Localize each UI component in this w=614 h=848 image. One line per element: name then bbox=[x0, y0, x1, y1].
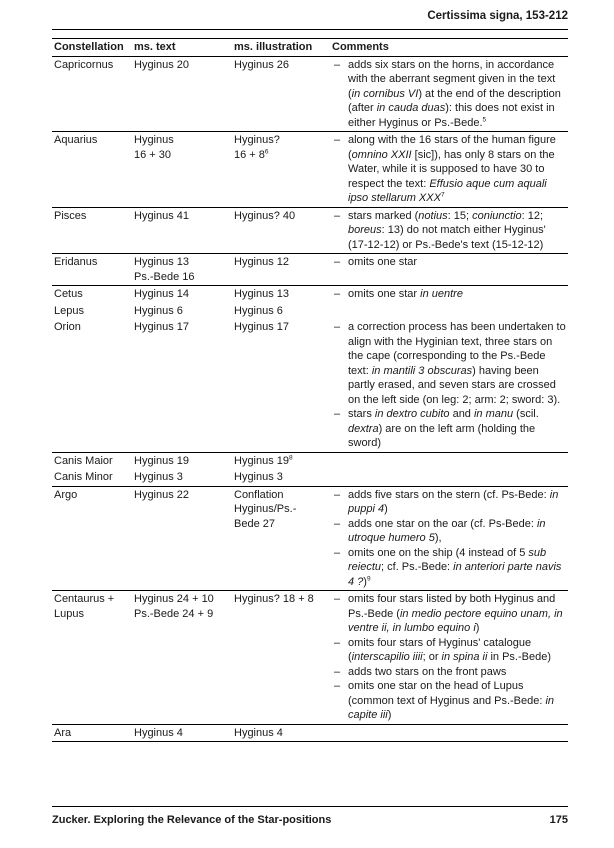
comment-text: along with the 16 stars of the human figure ( bbox=[348, 134, 556, 161]
comment-text: sub reiectu bbox=[348, 546, 547, 573]
comment-text: in cauda duas bbox=[376, 102, 446, 114]
comment-item bbox=[332, 517, 568, 546]
comment-text: omits one star on the head of Lupus (common text of Hyginus and Ps.-Bede: bbox=[348, 680, 546, 707]
constellation-cell bbox=[52, 132, 132, 208]
comment-list bbox=[332, 209, 568, 253]
comment-text: notius bbox=[418, 209, 448, 222]
comment-text: (scil. bbox=[513, 408, 539, 420]
ms-illustration-cell-text: Hyginus 4 bbox=[234, 726, 283, 739]
ms-illustration-cell bbox=[232, 469, 330, 486]
constellation-cell bbox=[52, 469, 132, 486]
table-row bbox=[52, 452, 568, 469]
ms-illustration-cell bbox=[232, 486, 330, 591]
header-comments: Comments bbox=[330, 39, 568, 57]
comment-list bbox=[332, 488, 568, 590]
comment-text: : 12; bbox=[521, 209, 544, 222]
comment-text: in uentre bbox=[420, 288, 463, 300]
ms-text-cell bbox=[132, 319, 232, 452]
constellation-table bbox=[52, 38, 568, 742]
comment-text: ) having been partly erased, and seven stars are crossed on the left side (on leg: 2; arm: 2; sword: 3). bbox=[348, 364, 561, 406]
constellation-cell bbox=[52, 486, 132, 591]
constellation-cell-text: Canis Minor bbox=[54, 471, 113, 483]
constellation-cell-text: Ara bbox=[54, 726, 72, 739]
comment-text: stars marked ( bbox=[348, 209, 419, 222]
ms-text-cell-text: Hyginus 24 + 10 Ps.-Bede 24 + 9 bbox=[134, 593, 214, 620]
ms-illustration-cell bbox=[232, 591, 330, 725]
comment-text: in Ps.-Bede) bbox=[487, 651, 551, 663]
ms-text-cell-text: Hyginus 41 bbox=[134, 209, 190, 222]
comments-cell bbox=[330, 591, 568, 725]
comment-text: omits one on the ship (4 instead of 5 bbox=[348, 546, 529, 559]
comment-text: ) bbox=[384, 503, 388, 515]
ms-illustration-cell-text: Conflation Hyginus/Ps.- Bede 27 bbox=[234, 488, 297, 530]
ms-text-cell bbox=[132, 469, 232, 486]
ms-illustration-cell-text: Hyginus 3 bbox=[234, 471, 283, 483]
ms-illustration-cell-text: Hyginus 19 bbox=[234, 454, 290, 467]
ms-illustration-cell bbox=[232, 56, 330, 132]
comment-item bbox=[332, 592, 568, 636]
ms-illustration-cell bbox=[232, 724, 330, 742]
comment-item bbox=[332, 320, 568, 407]
ms-illustration-cell-text: Hyginus 17 bbox=[234, 321, 290, 333]
ms-text-cell-text: Hyginus 16 + 30 bbox=[134, 134, 174, 161]
ms-text-cell-text: Hyginus 4 bbox=[134, 726, 183, 739]
table-row bbox=[52, 56, 568, 132]
ms-text-cell bbox=[132, 591, 232, 725]
comments-cell bbox=[330, 56, 568, 132]
ms-text-cell bbox=[132, 56, 232, 132]
comment-text: ), bbox=[434, 532, 442, 544]
ms-illustration-cell bbox=[232, 319, 330, 452]
footnote-marker: 5 bbox=[482, 115, 487, 123]
ms-illustration-cell-text: Hyginus 26 bbox=[234, 58, 290, 71]
comment-list bbox=[332, 255, 568, 270]
comment-item bbox=[332, 407, 568, 451]
comment-item bbox=[332, 58, 568, 131]
comments-cell bbox=[330, 286, 568, 303]
comment-text: ) bbox=[363, 575, 367, 588]
constellation-cell-text: Cetus bbox=[54, 288, 83, 300]
constellation-cell-text: Eridanus bbox=[54, 256, 98, 268]
ms-illustration-cell-text: Hyginus 12 bbox=[234, 256, 290, 268]
comment-item bbox=[332, 636, 568, 665]
comment-text: ; cf. Ps.-Bede: bbox=[381, 561, 454, 573]
comment-text: in cornibus VI bbox=[351, 87, 419, 100]
comment-text: adds two stars on the front paws bbox=[348, 665, 507, 678]
comment-text: in utroque humero 5 bbox=[348, 517, 546, 544]
comment-item bbox=[332, 133, 568, 206]
ms-text-cell bbox=[132, 303, 232, 320]
comments-cell bbox=[330, 207, 568, 254]
table-row bbox=[52, 132, 568, 208]
comment-text: dextra bbox=[348, 422, 379, 435]
comment-list bbox=[332, 592, 568, 723]
constellation-cell-text: Aquarius bbox=[54, 134, 98, 146]
comment-text: ) bbox=[475, 622, 480, 634]
comment-text: in dextro cubito bbox=[374, 408, 450, 420]
constellation-cell bbox=[52, 724, 132, 742]
table-row bbox=[52, 286, 568, 303]
comment-text: [sic]), has only 8 stars on the Water, while it is supposed to have 30 to respect the text: bbox=[348, 148, 555, 190]
comment-text: ; or bbox=[422, 651, 442, 663]
comment-text: omits one star bbox=[348, 288, 421, 300]
comment-text: adds five stars on the stern (cf. Ps-Bede: bbox=[348, 488, 550, 501]
comment-text: ) at the end of the description (after bbox=[348, 87, 561, 114]
comments-cell bbox=[330, 469, 568, 486]
ms-illustration-cell-text: Hyginus 13 bbox=[234, 288, 290, 300]
ms-text-cell-text: Hyginus 14 bbox=[134, 288, 190, 300]
comment-text: : 15; bbox=[447, 209, 473, 222]
ms-text-cell bbox=[132, 452, 232, 469]
ms-illustration-cell bbox=[232, 303, 330, 320]
comment-text: interscapilio iiii bbox=[351, 651, 423, 663]
ms-illustration-cell-text: Hyginus 6 bbox=[234, 304, 283, 317]
table-row bbox=[52, 591, 568, 725]
comment-item bbox=[332, 665, 568, 680]
footnote-marker: 9 bbox=[366, 574, 371, 582]
ms-illustration-cell bbox=[232, 132, 330, 208]
ms-text-cell-text: Hyginus 20 bbox=[134, 58, 190, 71]
header-rule bbox=[52, 29, 568, 30]
table-row bbox=[52, 207, 568, 254]
ms-illustration-cell bbox=[232, 207, 330, 254]
comment-text: in mantili 3 obscuras bbox=[371, 364, 473, 377]
comment-list bbox=[332, 287, 568, 302]
comment-item bbox=[332, 679, 568, 723]
ms-illustration-cell bbox=[232, 286, 330, 303]
table-row bbox=[52, 469, 568, 486]
table-row bbox=[52, 319, 568, 452]
ms-text-cell-text: Hyginus 22 bbox=[134, 488, 190, 501]
constellation-cell bbox=[52, 56, 132, 132]
ms-text-cell-text: Hyginus 17 bbox=[134, 321, 190, 333]
footnote-marker: 6 bbox=[264, 147, 269, 155]
footer-rule bbox=[52, 806, 568, 807]
header-ms-text: ms. text bbox=[132, 39, 232, 57]
comment-item bbox=[332, 546, 568, 590]
ms-text-cell bbox=[132, 207, 232, 254]
comment-text: ) bbox=[387, 709, 392, 721]
comment-item bbox=[332, 287, 568, 302]
comment-text: adds one star on the oar (cf. Ps-Bede: bbox=[348, 517, 537, 530]
header-ms-illustration: ms. illustration bbox=[232, 39, 330, 57]
comment-text: coniunctio bbox=[472, 209, 522, 222]
comments-cell bbox=[330, 486, 568, 591]
constellation-cell-text: Pisces bbox=[54, 209, 87, 222]
ms-text-cell bbox=[132, 286, 232, 303]
comment-text: omits one star bbox=[348, 256, 418, 268]
ms-text-cell bbox=[132, 254, 232, 286]
comment-text: adds six stars on the horns, in accordance with the aberrant segment given in the text ( bbox=[348, 58, 556, 100]
ms-text-cell-text: Hyginus 6 bbox=[134, 304, 183, 317]
comment-list bbox=[332, 320, 568, 451]
ms-text-cell bbox=[132, 132, 232, 208]
footnote-marker: 8 bbox=[289, 453, 293, 461]
constellation-cell bbox=[52, 254, 132, 286]
running-head: Certissima signa, 153-212 bbox=[427, 10, 568, 22]
header-constellation: Constellation bbox=[52, 39, 132, 57]
comment-text: ) are on the left arm (holding the sword) bbox=[348, 422, 536, 449]
comment-text: in puppi 4 bbox=[348, 488, 559, 515]
comment-text: Effusio aque cum aquali ipso stellarum XXX bbox=[348, 177, 547, 204]
ms-text-cell bbox=[132, 724, 232, 742]
comment-text: boreus bbox=[348, 224, 382, 236]
constellation-cell bbox=[52, 319, 132, 452]
comments-cell bbox=[330, 254, 568, 286]
comment-item bbox=[332, 488, 568, 517]
comment-text: in capite iii bbox=[348, 694, 555, 721]
ms-illustration-cell bbox=[232, 254, 330, 286]
constellation-cell bbox=[52, 452, 132, 469]
ms-illustration-cell bbox=[232, 452, 330, 469]
comment-item bbox=[332, 209, 568, 253]
ms-illustration-cell-text: Hyginus? 40 bbox=[234, 209, 296, 222]
comment-text: and bbox=[449, 408, 474, 420]
comment-text: ): this does not exist in either Hyginus or Ps.-Bede. bbox=[348, 102, 555, 129]
constellation-cell bbox=[52, 591, 132, 725]
ms-illustration-cell-text: Hyginus? 16 + 8 bbox=[234, 134, 280, 161]
comment-text: in manu bbox=[473, 408, 514, 420]
comment-text: omnino XXII bbox=[351, 148, 412, 161]
comment-text: in medio pectore equino unam, in ventre ii, in lumbo equino i bbox=[348, 607, 563, 634]
comment-text: omits four stars of Hyginus' catalogue ( bbox=[348, 636, 532, 663]
comments-cell bbox=[330, 319, 568, 452]
comments-cell bbox=[330, 724, 568, 742]
comment-list bbox=[332, 133, 568, 206]
comment-text: in anteriori parte navis 4 ? bbox=[348, 561, 562, 588]
ms-text-cell-text: Hyginus 19 bbox=[134, 454, 190, 467]
comment-item bbox=[332, 255, 568, 270]
comment-text: stars bbox=[348, 408, 375, 420]
constellation-cell-text: Centaurus + Lupus bbox=[54, 593, 115, 620]
constellation-cell-text: Canis Maior bbox=[54, 454, 113, 467]
comments-cell bbox=[330, 303, 568, 320]
table-row bbox=[52, 254, 568, 286]
page-number: 175 bbox=[549, 814, 568, 826]
table-row bbox=[52, 724, 568, 742]
ms-text-cell-text: Hyginus 3 bbox=[134, 471, 183, 483]
ms-illustration-cell-text: Hyginus? 18 + 8 bbox=[234, 593, 314, 605]
footer-title: Zucker. Exploring the Relevance of the Star-positions bbox=[52, 814, 332, 826]
comment-text: in spina ii bbox=[441, 651, 488, 663]
constellation-cell-text: Orion bbox=[54, 321, 81, 333]
constellation-cell bbox=[52, 286, 132, 303]
table-header-row bbox=[52, 39, 568, 57]
comment-text: omits four stars listed by both Hyginus and Ps.-Bede ( bbox=[348, 593, 556, 620]
comment-text: a correction process has been undertaken to align with the Hyginian text, three stars on the cape (corresponding to the Ps.-Bede text: bbox=[348, 321, 566, 377]
constellation-cell-text: Argo bbox=[54, 488, 78, 501]
constellation-cell bbox=[52, 303, 132, 320]
ms-text-cell bbox=[132, 486, 232, 591]
comments-cell bbox=[330, 452, 568, 469]
footnote-marker: 7 bbox=[440, 191, 445, 199]
comment-list bbox=[332, 58, 568, 131]
comments-cell bbox=[330, 132, 568, 208]
constellation-cell-text: Lepus bbox=[54, 304, 84, 317]
constellation-cell-text: Capricornus bbox=[54, 58, 114, 71]
table-row bbox=[52, 303, 568, 320]
ms-text-cell-text: Hyginus 13 Ps.-Bede 16 bbox=[134, 256, 195, 283]
comment-text: : 13) do not match either Hyginus' (17-12-12) or Ps.-Bede's text (15-12-12) bbox=[348, 224, 546, 251]
constellation-cell bbox=[52, 207, 132, 254]
table-row bbox=[52, 486, 568, 591]
